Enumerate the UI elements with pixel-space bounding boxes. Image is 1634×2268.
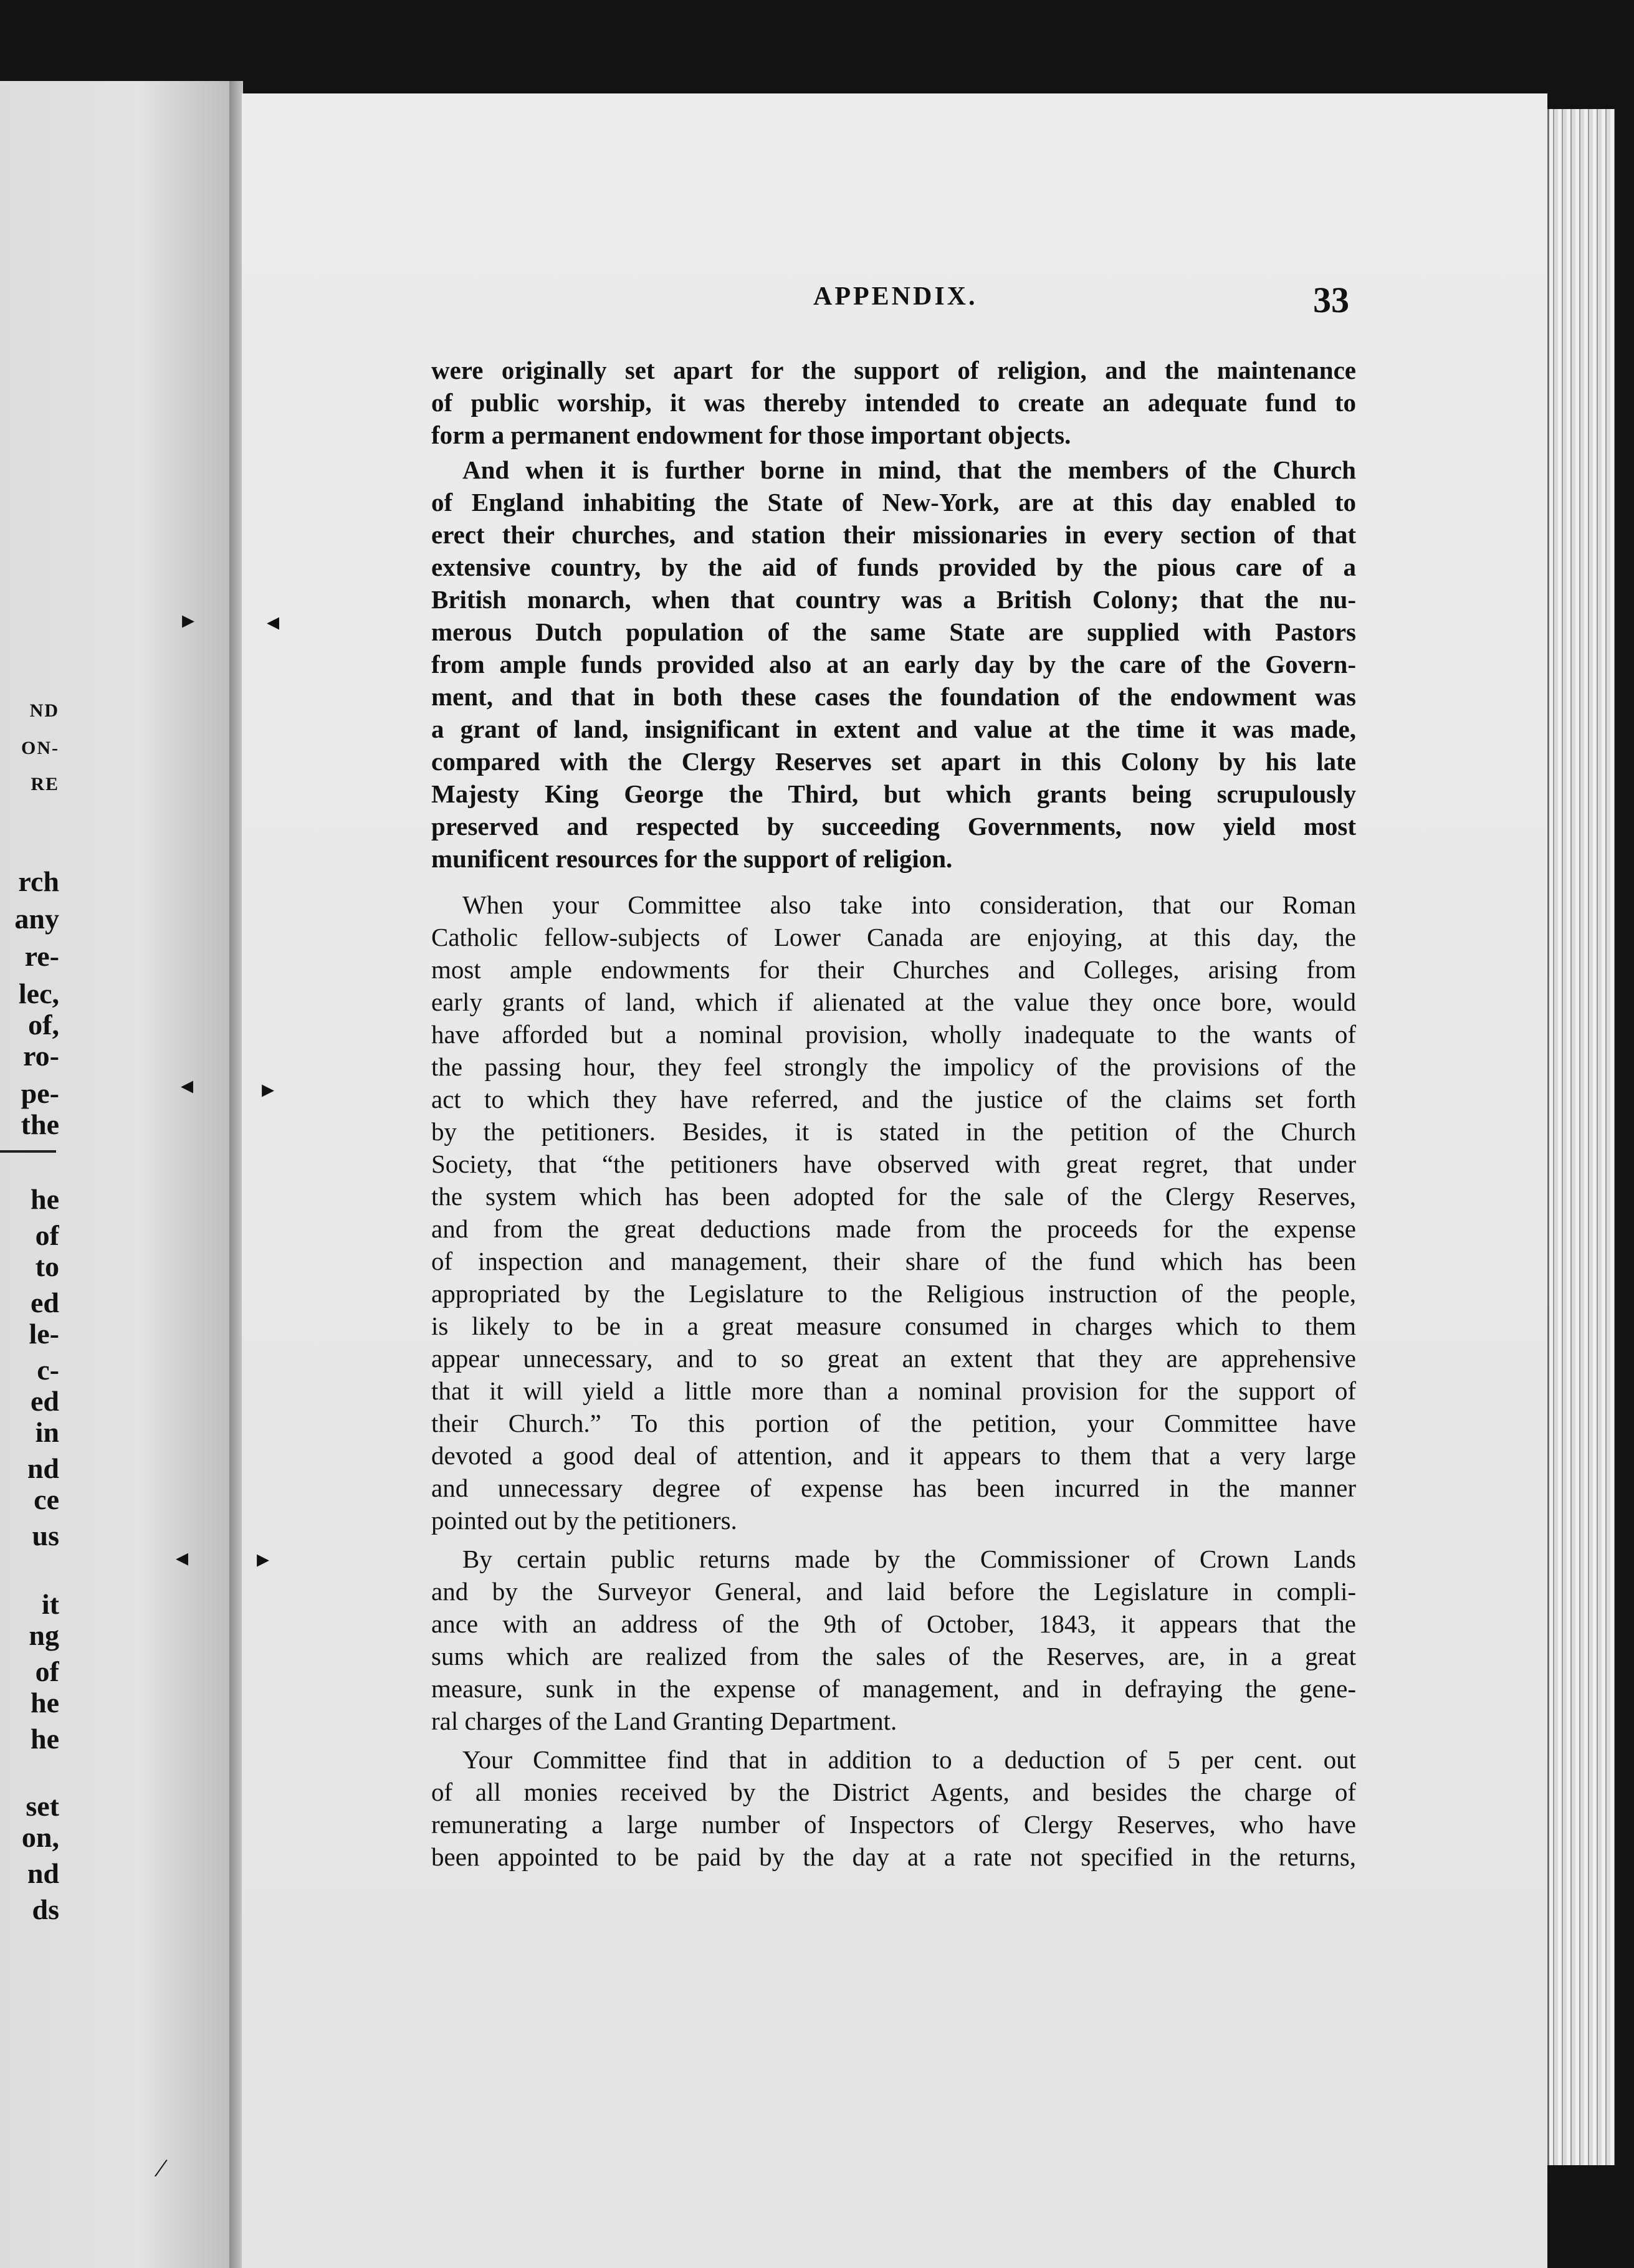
body-line: from ample funds provided also at an early day by the care of the Govern- bbox=[431, 650, 1356, 679]
body-line: British monarch, when that country was a British Colony; that the nu- bbox=[431, 585, 1356, 614]
body-line: sums which are realized from the sales of the Reserves, are, in a great bbox=[431, 1642, 1356, 1670]
body-line: of England inhabiting the State of New-York, are at this day enabled to bbox=[431, 488, 1356, 517]
body-line: And when it is further borne in mind, that the members of the Church bbox=[462, 455, 1356, 484]
body-line: have afforded but a nominal provision, wholly inadequate to the wants of bbox=[431, 1020, 1356, 1049]
left-margin-fragment: us bbox=[32, 1520, 59, 1551]
scan-mark: ◂ bbox=[267, 608, 280, 636]
body-line: a grant of land, insignificant in extent and value at the time it was made, bbox=[431, 715, 1356, 743]
left-margin-fragment: on, bbox=[21, 1821, 59, 1853]
body-line: is likely to be in a great measure consumed in charges which to them bbox=[431, 1312, 1356, 1340]
body-line: extensive country, by the aid of funds provided by the pious care of a bbox=[431, 553, 1356, 581]
left-margin-fragment: of bbox=[35, 1656, 59, 1687]
book-gutter bbox=[229, 81, 243, 2268]
left-margin-fragment: in bbox=[35, 1416, 59, 1448]
left-margin-fragment: RE bbox=[31, 774, 59, 794]
header-title: APPENDIX. bbox=[813, 282, 978, 311]
left-margin-fragment: he bbox=[31, 1183, 59, 1215]
left-margin-fragment: to bbox=[35, 1251, 59, 1282]
page-edges bbox=[1547, 109, 1615, 2165]
left-margin-fragment: ce bbox=[34, 1484, 59, 1515]
left-margin-fragment: ed bbox=[31, 1385, 59, 1417]
left-margin-fragment: nd bbox=[27, 1452, 59, 1484]
body-line: devoted a good deal of attention, and it appears to them that a very large bbox=[431, 1441, 1356, 1470]
body-line: appropriated by the Legislature to the Religious instruction of the people, bbox=[431, 1279, 1356, 1308]
left-margin-fragment: ed bbox=[31, 1287, 59, 1318]
body-line: remunerating a large number of Inspectors of Clergy Reserves, who have bbox=[431, 1810, 1356, 1839]
body-line: most ample endowments for their Churches and Colleges, arising from bbox=[431, 955, 1356, 984]
left-margin-fragment: ro- bbox=[23, 1040, 59, 1072]
scan-mark: ▸ bbox=[262, 1075, 275, 1103]
body-line: Catholic fellow-subjects of Lower Canada are enjoying, at this day, the bbox=[431, 923, 1356, 951]
left-page bbox=[0, 81, 232, 2268]
left-margin-fragment: rch bbox=[18, 865, 59, 897]
scan-mark: ▸ bbox=[182, 606, 195, 634]
left-margin-fragment: ds bbox=[32, 1894, 59, 1925]
scan-mark: ⁄ bbox=[159, 2154, 163, 2182]
left-margin-fragment: it bbox=[41, 1588, 59, 1620]
left-margin-fragment: ON- bbox=[21, 738, 59, 758]
body-line: form a permanent endowment for those important objects. bbox=[431, 421, 1071, 449]
body-line: merous Dutch population of the same State are supplied with Pastors bbox=[431, 617, 1356, 646]
left-margin-fragment: of bbox=[35, 1219, 59, 1251]
page-number: 33 bbox=[1313, 280, 1349, 320]
body-line: Your Committee find that in addition to a deduction of 5 per cent. out bbox=[462, 1745, 1356, 1774]
running-header bbox=[813, 282, 1349, 325]
scan-mark: ▸ bbox=[257, 1545, 270, 1573]
body-line: By certain public returns made by the Commissioner of Crown Lands bbox=[462, 1545, 1356, 1573]
scan-mark: ◂ bbox=[181, 1071, 194, 1099]
body-line: of public worship, it was thereby intended to create an adequate fund to bbox=[431, 388, 1356, 417]
body-line: ment, and that in both these cases the foundation of the endowment was bbox=[431, 682, 1356, 711]
body-line: were originally set apart for the support of religion, and the maintenance bbox=[431, 356, 1356, 384]
left-margin-fragment: the bbox=[21, 1108, 59, 1140]
left-margin-fragment: ng bbox=[29, 1619, 59, 1651]
body-line: the passing hour, they feel strongly the impolicy of the provisions of the bbox=[431, 1052, 1356, 1081]
body-line: munificent resources for the support of religion. bbox=[431, 844, 953, 873]
body-line: act to which they have referred, and the justice of the claims set forth bbox=[431, 1085, 1356, 1113]
body-line: been appointed to be paid by the day at a rate not specified in the returns, bbox=[431, 1842, 1356, 1871]
body-line: and from the great deductions made from the proceeds for the expense bbox=[431, 1214, 1356, 1243]
body-line: ance with an address of the 9th of October, 1843, it appears that the bbox=[431, 1609, 1356, 1638]
body-line: ral charges of the Land Granting Department. bbox=[431, 1707, 897, 1735]
left-margin-fragment: re- bbox=[24, 940, 59, 972]
scan-mark: ◂ bbox=[176, 1543, 189, 1571]
body-line: of inspection and management, their share of the fund which has been bbox=[431, 1247, 1356, 1275]
body-line: erect their churches, and station their missionaries in every section of that bbox=[431, 520, 1356, 549]
body-line: compared with the Clergy Reserves set apart in this Colony by his late bbox=[431, 747, 1356, 776]
left-margin-fragment: set bbox=[26, 1790, 59, 1822]
left-margin-fragment: le- bbox=[29, 1318, 59, 1350]
body-line: preserved and respected by succeeding Governments, now yield most bbox=[431, 812, 1356, 841]
left-margin-fragment: pe- bbox=[21, 1077, 59, 1109]
left-margin-rule bbox=[0, 1150, 56, 1153]
body-line: and unnecessary degree of expense has been incurred in the manner bbox=[431, 1474, 1356, 1502]
body-line: appear unnecessary, and to so great an extent that they are apprehensive bbox=[431, 1344, 1356, 1373]
body-line: pointed out by the petitioners. bbox=[431, 1506, 737, 1535]
left-margin-fragment: he bbox=[31, 1723, 59, 1755]
body-line: the system which has been adopted for the sale of the Clergy Reserves, bbox=[431, 1182, 1356, 1211]
body-line: and by the Surveyor General, and laid before the Legislature in compli- bbox=[431, 1577, 1356, 1606]
body-line: When your Committee also take into consideration, that our Roman bbox=[462, 890, 1356, 919]
left-margin-fragment: lec, bbox=[18, 978, 59, 1009]
body-line: of all monies received by the District Agents, and besides the charge of bbox=[431, 1778, 1356, 1806]
body-line: by the petitioners. Besides, it is stated in the petition of the Church bbox=[431, 1117, 1356, 1146]
body-line: measure, sunk in the expense of management, and in defraying the gene- bbox=[431, 1674, 1356, 1703]
left-margin-fragment: any bbox=[14, 903, 59, 935]
left-margin-fragment: of, bbox=[28, 1009, 59, 1041]
left-margin-fragment: ND bbox=[29, 700, 59, 721]
left-margin-fragment: c- bbox=[37, 1354, 59, 1386]
body-line: Majesty King George the Third, but which grants being scrupulously bbox=[431, 779, 1356, 808]
left-margin-fragment: nd bbox=[27, 1857, 59, 1889]
body-line: Society, that “the petitioners have observed with great regret, that under bbox=[431, 1150, 1356, 1178]
body-line: early grants of land, which if alienated at the value they once bore, would bbox=[431, 988, 1356, 1016]
left-margin-fragment: he bbox=[31, 1687, 59, 1718]
body-line: their Church.” To this portion of the petition, your Committee have bbox=[431, 1409, 1356, 1437]
body-line: that it will yield a little more than a nominal provision for the support of bbox=[431, 1376, 1356, 1405]
